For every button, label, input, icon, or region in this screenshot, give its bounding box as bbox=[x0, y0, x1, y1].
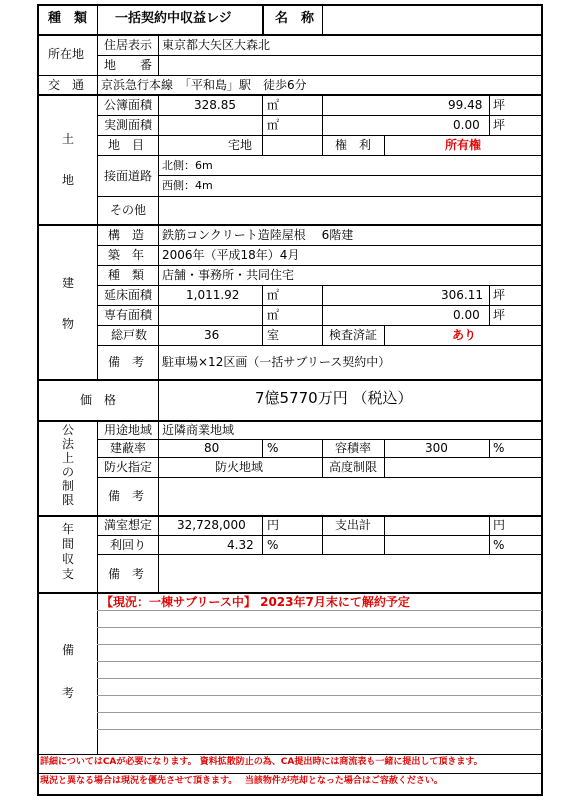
name-label: 名 称 bbox=[275, 11, 315, 26]
public-area-sqm: 328.85 bbox=[194, 98, 236, 112]
divider bbox=[97, 5, 98, 35]
units-value: 36 bbox=[204, 328, 220, 342]
address-value: 東京都大矢区大森北 bbox=[162, 38, 271, 52]
transport-value: 京浜急行本線 「平和島」駅 徒歩6分 bbox=[101, 78, 307, 92]
divider bbox=[158, 380, 159, 420]
divider bbox=[97, 155, 542, 156]
divider bbox=[322, 285, 323, 345]
divider bbox=[38, 379, 542, 381]
divider bbox=[38, 75, 542, 76]
divider bbox=[38, 515, 542, 517]
divider bbox=[262, 5, 264, 35]
land-category-label: 地 目 bbox=[108, 138, 145, 152]
divider bbox=[158, 225, 159, 379]
remarks-label-top: 備 bbox=[62, 643, 75, 657]
legal-notes-label: 備 考 bbox=[108, 489, 145, 503]
divider bbox=[262, 95, 263, 155]
inspection-value: あり bbox=[452, 328, 477, 342]
land-category-value: 宅地 bbox=[228, 138, 253, 152]
divider bbox=[97, 661, 542, 662]
divider bbox=[97, 695, 542, 696]
income-label-1: 年 bbox=[62, 522, 75, 536]
floor-area-sqm: 1,011.92 bbox=[186, 288, 240, 302]
divider bbox=[38, 773, 542, 774]
inspection-label: 検査済証 bbox=[329, 328, 378, 342]
divider bbox=[158, 175, 542, 176]
remarks-status: 【現況：一棟サブリース中】 2023年7月末にて解約予定 bbox=[101, 595, 410, 609]
type-value: 一括契約中収益レジ bbox=[115, 11, 232, 26]
price-value: 7億5770万円 （税込） bbox=[255, 389, 413, 407]
road-north: 北側：6m bbox=[162, 159, 213, 172]
zoning-label: 用途地域 bbox=[104, 423, 153, 437]
units-unit: 室 bbox=[267, 328, 280, 342]
divider bbox=[158, 421, 159, 515]
tsubo-unit: 坪 bbox=[493, 308, 506, 322]
divider bbox=[38, 592, 542, 594]
divider bbox=[384, 439, 385, 477]
divider bbox=[97, 325, 542, 326]
divider bbox=[97, 610, 542, 611]
yield-value: 4.32 bbox=[227, 538, 254, 552]
divider bbox=[97, 245, 542, 246]
tsubo-unit: 坪 bbox=[493, 98, 506, 112]
divider bbox=[38, 420, 542, 422]
divider bbox=[97, 535, 542, 536]
full-occupancy-value: 32,728,000 bbox=[177, 518, 246, 532]
footer-note-2: 現況と異なる場合は現況を優先させて頂きます。 当該物件が売却となった場合はご容赦ください。 bbox=[40, 776, 443, 786]
divider bbox=[262, 285, 263, 345]
percent-unit: % bbox=[267, 441, 279, 455]
percent-unit: % bbox=[493, 538, 505, 552]
private-area-label: 専有面積 bbox=[104, 308, 153, 322]
income-notes-label: 備 考 bbox=[108, 567, 145, 581]
yen-unit: 円 bbox=[267, 518, 280, 532]
private-area-tsubo: 0.00 bbox=[453, 308, 480, 322]
floor-area-label: 延床面積 bbox=[104, 288, 153, 302]
legal-label-6: 限 bbox=[62, 493, 75, 507]
divider bbox=[97, 477, 542, 478]
divider bbox=[97, 76, 98, 94]
expense-label: 支出計 bbox=[335, 518, 372, 532]
divider bbox=[97, 627, 542, 628]
yield-label: 利回り bbox=[110, 538, 147, 552]
divider bbox=[97, 115, 542, 116]
land-label-top: 土 bbox=[62, 132, 75, 146]
footer-note-1: 詳細についてはCAが必要になります。 資料拡散防止の為、CA提出時には商流表も一緒に提出して頂きます。 bbox=[40, 757, 483, 767]
address-label: 住居表示 bbox=[104, 38, 153, 52]
legal-label-5: 制 bbox=[62, 479, 75, 493]
building-label-bottom: 物 bbox=[62, 317, 75, 331]
divider bbox=[97, 439, 542, 440]
coverage-value: 80 bbox=[204, 441, 220, 455]
building-notes-label: 備 考 bbox=[108, 355, 145, 369]
percent-unit: % bbox=[267, 538, 279, 552]
divider bbox=[97, 345, 542, 346]
sqm-unit: ㎡ bbox=[267, 118, 280, 132]
units-label: 総戸数 bbox=[111, 328, 148, 342]
divider bbox=[97, 678, 542, 679]
income-label-4: 支 bbox=[62, 567, 75, 581]
structure-value: 鉄筋コンクリート造陸屋根 6階建 bbox=[162, 228, 354, 242]
land-other-label: その他 bbox=[110, 203, 147, 217]
income-label-2: 間 bbox=[62, 537, 75, 551]
yen-unit: 円 bbox=[493, 518, 506, 532]
building-notes-value: 駐車場×12区画（一括サブリース契約中） bbox=[162, 355, 391, 369]
divider bbox=[97, 135, 542, 136]
location-label: 所在地 bbox=[48, 47, 85, 61]
divider bbox=[97, 55, 542, 56]
fire-value: 防火地域 bbox=[215, 460, 264, 474]
lot-label: 地 番 bbox=[104, 58, 153, 72]
divider bbox=[97, 729, 542, 730]
tsubo-unit: 坪 bbox=[493, 118, 506, 132]
divider bbox=[38, 754, 542, 755]
divider bbox=[322, 439, 323, 477]
building-kind-value: 店舗・事務所・共同住宅 bbox=[162, 268, 295, 282]
divider bbox=[97, 712, 542, 713]
legal-label-3: 上 bbox=[62, 451, 75, 465]
building-label-top: 建 bbox=[62, 276, 75, 290]
sqm-unit: ㎡ bbox=[267, 308, 280, 322]
divider bbox=[97, 644, 542, 645]
price-label: 価 格 bbox=[80, 393, 117, 407]
built-label: 築 年 bbox=[108, 248, 145, 262]
divider bbox=[489, 439, 490, 457]
rights-label: 権 利 bbox=[335, 138, 372, 152]
legal-label-4: の bbox=[62, 465, 75, 479]
far-label: 容積率 bbox=[335, 441, 372, 455]
divider bbox=[97, 457, 542, 458]
land-label-bottom: 地 bbox=[62, 173, 75, 187]
divider bbox=[322, 95, 323, 155]
built-value: 2006年（平成18年）4月 bbox=[162, 248, 300, 262]
income-label-3: 収 bbox=[62, 552, 75, 566]
remarks-label-bottom: 考 bbox=[62, 686, 75, 700]
building-kind-label: 種 類 bbox=[108, 268, 145, 282]
far-value: 300 bbox=[425, 441, 448, 455]
divider bbox=[38, 224, 542, 226]
divider bbox=[384, 325, 385, 345]
sqm-unit: ㎡ bbox=[267, 288, 280, 302]
legal-label-1: 公 bbox=[62, 423, 75, 437]
transport-label: 交 通 bbox=[48, 78, 85, 92]
coverage-label: 建蔽率 bbox=[110, 441, 147, 455]
road-west: 西側：4m bbox=[162, 179, 213, 192]
public-area-label: 公簿面積 bbox=[104, 98, 153, 112]
full-occupancy-label: 満室想定 bbox=[104, 518, 153, 532]
divider bbox=[97, 225, 98, 379]
divider bbox=[322, 5, 323, 35]
divider bbox=[97, 554, 542, 555]
type-label: 種 類 bbox=[48, 11, 88, 26]
structure-label: 構 造 bbox=[108, 228, 145, 242]
sqm-unit: ㎡ bbox=[267, 98, 280, 112]
floor-area-tsubo: 306.11 bbox=[441, 288, 483, 302]
divider bbox=[97, 196, 542, 197]
divider bbox=[97, 305, 542, 306]
divider bbox=[97, 285, 542, 286]
public-area-tsubo: 99.48 bbox=[448, 98, 483, 112]
divider bbox=[38, 94, 542, 96]
zoning-value: 近隣商業地域 bbox=[162, 423, 235, 437]
divider bbox=[262, 439, 263, 457]
divider bbox=[384, 135, 385, 155]
divider bbox=[97, 265, 542, 266]
surveyed-area-label: 実測面積 bbox=[104, 118, 153, 132]
fire-label: 防火指定 bbox=[104, 460, 153, 474]
tsubo-unit: 坪 bbox=[493, 288, 506, 302]
height-label: 高度制限 bbox=[329, 460, 378, 474]
divider bbox=[97, 421, 98, 515]
road-label: 接面道路 bbox=[104, 169, 153, 183]
surveyed-area-tsubo: 0.00 bbox=[453, 118, 480, 132]
percent-unit: % bbox=[493, 441, 505, 455]
divider bbox=[38, 34, 542, 36]
rights-value: 所有権 bbox=[445, 138, 482, 152]
legal-label-2: 法 bbox=[62, 437, 75, 451]
